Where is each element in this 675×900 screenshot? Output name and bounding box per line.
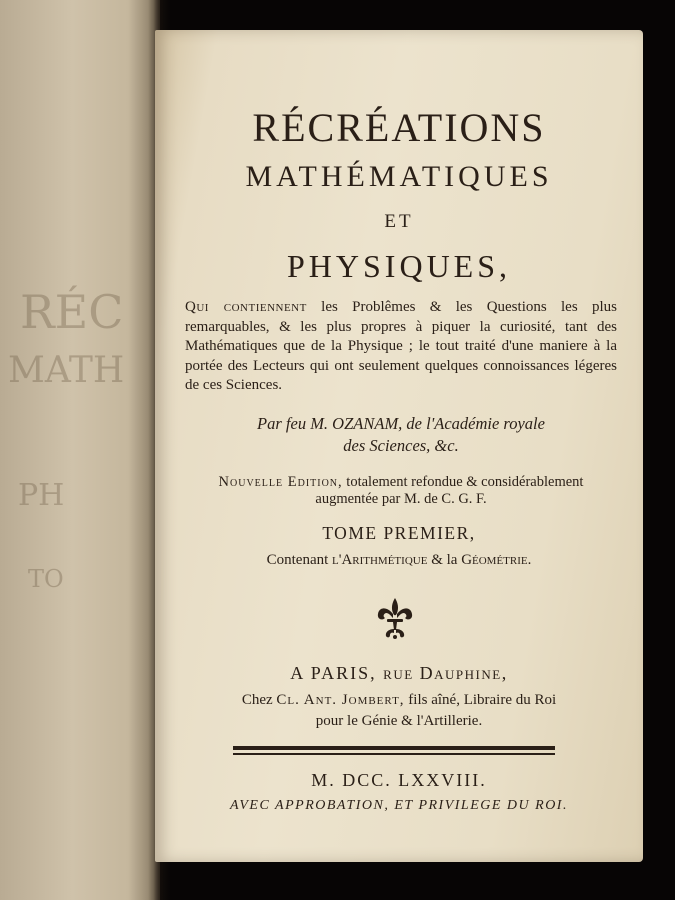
- divider-rule-thin: [233, 753, 555, 755]
- contenant-prefix: Contenant: [266, 552, 333, 568]
- printer-line-2: pour le Génie & l'Artillerie.: [315, 713, 483, 729]
- contenant-line: [155, 552, 643, 569]
- left-page-ghost-text-3: PH: [18, 478, 65, 513]
- contenant-mid: & la: [427, 552, 462, 568]
- title-line-2: MATHÉMATIQUES: [245, 160, 553, 193]
- fleur-de-lis-ornament-icon: [375, 596, 415, 640]
- imprint-street: rue Dauphine,: [383, 663, 508, 683]
- title-line-3: ET: [384, 211, 414, 232]
- edition-rest: totalement refondue & considérablement: [342, 474, 584, 490]
- imprint-city: A PARIS,: [290, 663, 384, 683]
- tome-heading: TOME PREMIER,: [322, 523, 476, 543]
- left-page-ghost-text-2: MATH: [8, 350, 125, 391]
- title-line-4: PHYSIQUES,: [286, 248, 512, 284]
- description-paragraph: [185, 298, 617, 396]
- approbation-line: AVEC APPROBATION, ET PRIVILEGE DU ROI.: [230, 798, 568, 813]
- printer-name: Cl. Ant. Jombert,: [276, 692, 405, 708]
- edition-line-2: augmentée par M. de C. G. F.: [315, 491, 487, 507]
- printer-rest: fils aîné, Libraire du Roi: [404, 692, 557, 708]
- edition-block: [185, 474, 617, 508]
- imprint-city-line: [155, 663, 643, 684]
- left-page-ghost-text-4: TO: [28, 565, 64, 593]
- description-lead: Qui contiennent: [185, 299, 307, 315]
- description-rest: les Problêmes & les Questions les plus remarquables, & les plus propres à piquer la curiosité, tant des Mathématiques que de la Physique ; le tout traité d'une maniere à la portée des Lecteurs qui ont seulement quelques connoissances légeres de ces Sciences.: [185, 299, 617, 393]
- title-page: [155, 30, 643, 862]
- edition-line-1: [185, 474, 617, 491]
- contenant-arithmetique: l'Arithmétique: [332, 552, 428, 568]
- edition-lead: Nouvelle Edition,: [218, 474, 343, 490]
- printer-prefix: Chez: [241, 692, 277, 708]
- author-line-1: Par feu M. OZANAM, de l'Académie royale: [257, 414, 545, 433]
- left-page-ghost-text-1: RÉC: [20, 285, 124, 339]
- left-page-facing: [0, 0, 160, 900]
- author-line-2: des Sciences, &c.: [343, 436, 459, 455]
- divider-rule-thick: [233, 746, 555, 750]
- author-block: [185, 413, 617, 457]
- title-line-1: RÉCRÉATIONS: [252, 105, 546, 150]
- publication-year: M. DCC. LXXVIII.: [311, 770, 487, 790]
- contenant-geometrie: Géométrie.: [461, 552, 532, 568]
- printer-line: [155, 692, 643, 709]
